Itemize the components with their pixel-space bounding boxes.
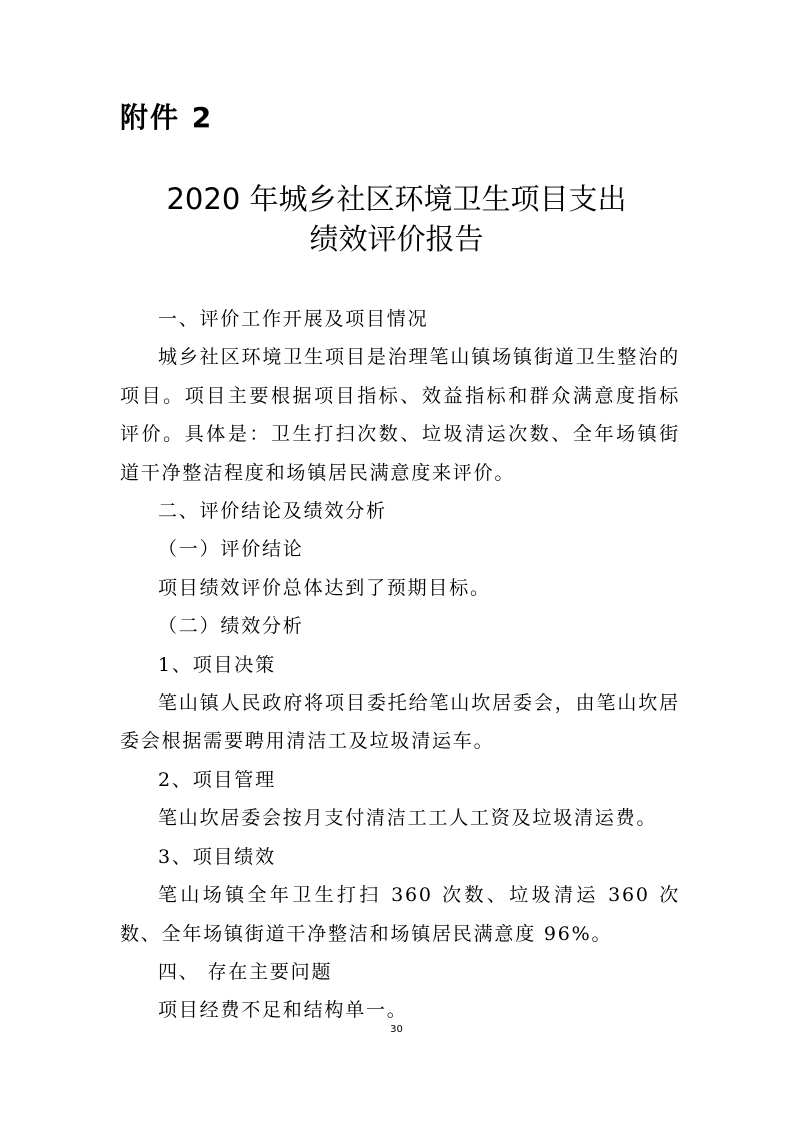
- subsection-1-heading: （一）评价结论: [158, 538, 304, 561]
- section-4-paragraph: 项目经费不足和结构单一。: [158, 999, 408, 1022]
- document-title-line-1: 2020 年城乡社区环境卫生项目支出: [166, 182, 627, 216]
- section-1-paragraph: 城乡社区环境卫生项目是治理笔山镇场镇街道卫生整治的项目。项目主要根据项目指标、效益指标和群众满意度指标评价。具体是：卫生打扫次数、垃圾清运次数、全年场镇街道干净整洁程度和场镇居民满意度来评价。: [120, 346, 680, 484]
- item-2-heading: 2、项目管理: [158, 768, 276, 791]
- subsection-1-text: 项目绩效评价总体达到了预期目标。: [158, 576, 491, 599]
- attachment-label: 附件 2: [120, 101, 214, 134]
- section-4-heading: 四、 存在主要问题: [158, 960, 333, 983]
- section-2-heading: 二、评价结论及绩效分析: [158, 500, 387, 523]
- document-title-line-2: 绩效评价报告: [309, 222, 484, 256]
- subsection-2-heading: （二）绩效分析: [158, 615, 304, 638]
- section-1-heading: 一、评价工作开展及项目情况: [158, 308, 429, 330]
- item-3-heading: 3、项目绩效: [158, 845, 276, 868]
- item-3-paragraph: 笔山场镇全年卫生打扫 360 次数、垃圾清运 360 次数、全年场镇街道干净整洁和场镇居民满意度 96%。: [120, 884, 680, 945]
- document-body: [120, 300, 680, 1030]
- page-number: 30: [390, 1024, 403, 1035]
- item-2-paragraph: 笔山坎居委会按月支付清洁工工人工资及垃圾清运费。: [158, 807, 658, 830]
- item-1-heading: 1、项目决策: [158, 653, 276, 676]
- item-1-paragraph: 笔山镇人民政府将项目委托给笔山坎居委会，由笔山坎居委会根据需要聘用清洁工及垃圾清运车。: [120, 692, 680, 753]
